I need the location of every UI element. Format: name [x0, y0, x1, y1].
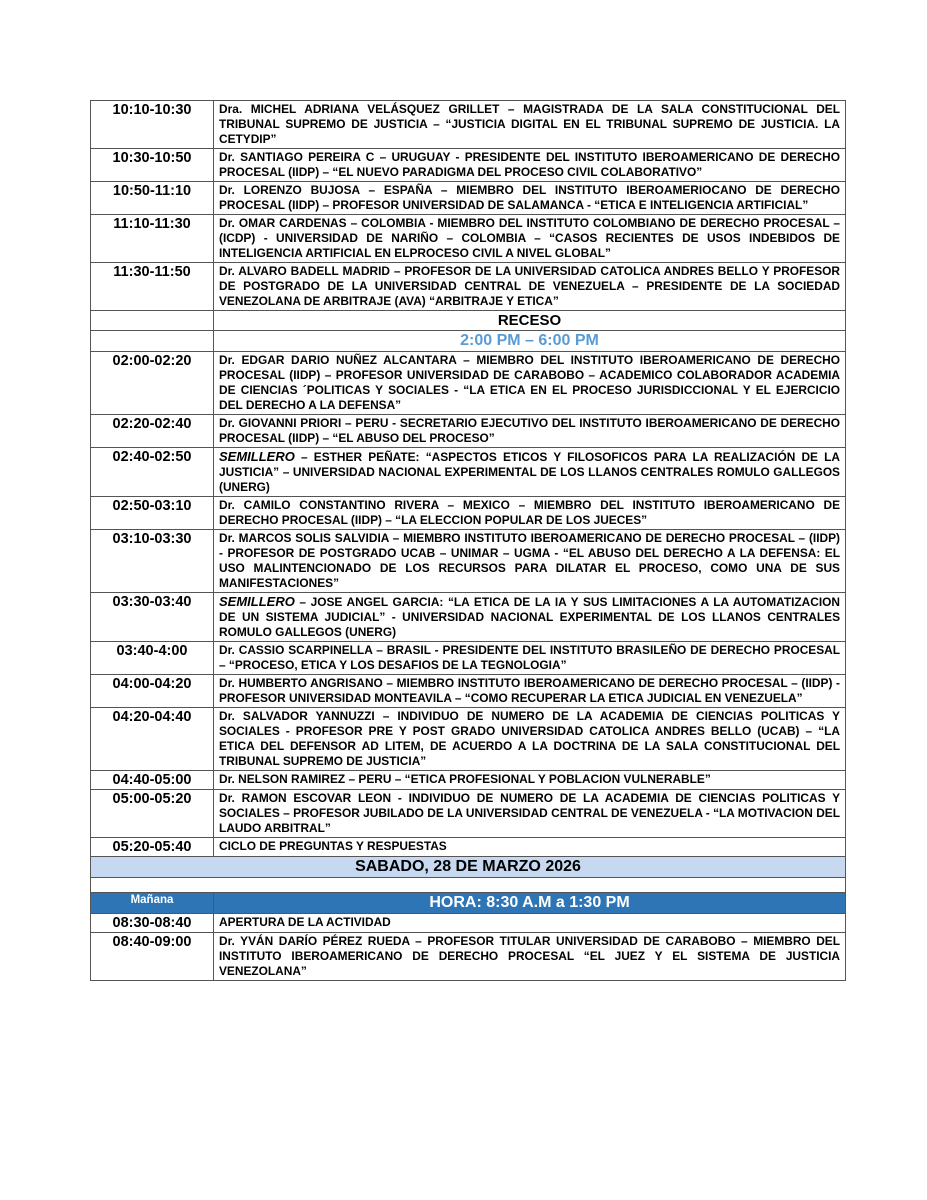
session-row — [91, 914, 846, 933]
session-time: 08:40-09:00 — [91, 933, 214, 981]
session-description: Dr. EDGAR DARIO NUÑEZ ALCANTARA – MIEMBRO DEL INSTITUTO IBEROAMERICANO DE DERECHO PROCESAL (IIDP) – PROFESOR UNIVERSIDAD DE CARABOBO – ACADEMICO COLABORADOR ACADEMIA DE CIENCIAS ´POLITICAS Y SOCIALES - “LA ETICA EN EL PROCESO JURISDICCIONAL Y EL EJERCICIO DEL DERECHO A LA DEFENSA” — [214, 352, 846, 415]
morning-hours: HORA: 8:30 A.M a 1:30 PM — [214, 893, 846, 914]
session-row — [91, 593, 846, 642]
session-row — [91, 215, 846, 263]
afternoon-header-row — [91, 331, 846, 352]
session-description: Dr. SALVADOR YANNUZZI – INDIVIDUO DE NUMERO DE LA ACADEMIA DE CIENCIAS POLITICAS Y SOCIALES - PROFESOR PRE Y POST GRADO UNIVERSIDAD CATOLICA ANDRES BELLO (UCAB) – “LA ETICA DEL DEFENSOR AD LITEM, DE ACUERDO A LA DOCTRINA DE LA SALA CONSTITUCIONAL DEL TRIBUNAL SUPREMO DE JUSTICIA” — [214, 708, 846, 771]
empty-cell — [91, 331, 214, 352]
session-time: 10:30-10:50 — [91, 149, 214, 182]
session-description: CICLO DE PREGUNTAS Y RESPUESTAS — [214, 838, 846, 857]
session-row — [91, 448, 846, 497]
session-description: Dr. NELSON RAMIREZ – PERU – “ETICA PROFESIONAL Y POBLACION VULNERABLE” — [214, 771, 846, 790]
session-row — [91, 675, 846, 708]
session-description — [214, 448, 846, 497]
session-time: 11:30-11:50 — [91, 263, 214, 311]
session-row — [91, 642, 846, 675]
session-time: 05:20-05:40 — [91, 838, 214, 857]
session-time: 02:50-03:10 — [91, 497, 214, 530]
session-time: 10:50-11:10 — [91, 182, 214, 215]
session-time: 10:10-10:30 — [91, 101, 214, 149]
morning-label: Mañana — [91, 893, 214, 914]
recess-label: RECESO — [214, 311, 846, 331]
session-row — [91, 182, 846, 215]
session-time: 05:00-05:20 — [91, 790, 214, 838]
recess-row — [91, 311, 846, 331]
session-description: Dr. GIOVANNI PRIORI – PERU - SECRETARIO EJECUTIVO DEL INSTITUTO IBEROAMERICANO DE DERECHO PROCESAL (IIDP) – “EL ABUSO DEL PROCESO” — [214, 415, 846, 448]
session-description — [214, 593, 846, 642]
day-header: SABADO, 28 DE MARZO 2026 — [91, 857, 846, 878]
session-description: Dr. OMAR CARDENAS – COLOMBIA - MIEMBRO DEL INSTITUTO COLOMBIANO DE DERECHO PROCESAL – (ICDP) - UNIVERSIDAD DE NARIÑO – COLOMBIA – “CASOS RECIENTES DE USOS INDEBIDOS DE INTELIGENCIA ARTIFICIAL EN ELPROCESO CIVIL A NIVEL GLOBAL” — [214, 215, 846, 263]
afternoon-hours: 2:00 PM – 6:00 PM — [214, 331, 846, 352]
session-row — [91, 352, 846, 415]
session-row — [91, 497, 846, 530]
session-time: 04:40-05:00 — [91, 771, 214, 790]
session-description: Dr. MARCOS SOLIS SALVIDIA – MIEMBRO INSTITUTO IBEROAMERICANO DE DERECHO PROCESAL – (IIDP) - PROFESOR DE POSTGRADO UCAB – UNIMAR – UGMA - “EL ABUSO DEL DERECHO A LA DEFENSA: EL USO MALINTENCIONADO DE LOS RECURSOS PARA DILATAR EL PROCESO, COMO UNA DE SUS MANIFESTACIONES” — [214, 530, 846, 593]
session-description: Dr. HUMBERTO ANGRISANO – MIEMBRO INSTITUTO IBEROAMERICANO DE DERECHO PROCESAL – (IIDP) - PROFESOR UNIVERSIDAD MONTEAVILA – “COMO RECUPERAR LA ETICA JUDICIAL EN VENEZUELA” — [214, 675, 846, 708]
session-description: Dra. MICHEL ADRIANA VELÁSQUEZ GRILLET – MAGISTRADA DE LA SALA CONSTITUCIONAL DEL TRIBUNAL SUPREMO DE JUSTICIA – “JUSTICIA DIGITAL EN EL TRIBUNAL SUPREMO DE JUSTICIA. LA CETYDIP” — [214, 101, 846, 149]
empty-cell — [91, 311, 214, 331]
session-time: 03:40-4:00 — [91, 642, 214, 675]
session-description: Dr. RAMON ESCOVAR LEON - INDIVIDUO DE NUMERO DE LA ACADEMIA DE CIENCIAS POLITICAS Y SOCIALES – PROFESOR JUBILADO DE LA UNIVERSIDAD CENTRAL DE VENEZUELA - “LA MOTIVACION DEL LAUDO ARBITRAL” — [214, 790, 846, 838]
session-row — [91, 708, 846, 771]
session-row — [91, 838, 846, 857]
semillero-label: SEMILLERO — [219, 594, 295, 609]
session-description: Dr. YVÁN DARÍO PÉREZ RUEDA – PROFESOR TITULAR UNIVERSIDAD DE CARABOBO – MIEMBRO DEL INSTITUTO IBEROAMERICANO DE DERECHO PROCESAL “EL JUEZ Y EL SISTEMA DE JUSTICIA VENEZOLANA” — [214, 933, 846, 981]
session-row — [91, 101, 846, 149]
session-time: 03:30-03:40 — [91, 593, 214, 642]
session-time: 02:00-02:20 — [91, 352, 214, 415]
session-description: Dr. CAMILO CONSTANTINO RIVERA – MEXICO – MIEMBRO DEL INSTITUTO IBEROAMERICANO DE DERECHO PROCESAL (IIDP) – “LA ELECCION POPULAR DE LOS JUECES” — [214, 497, 846, 530]
session-row — [91, 415, 846, 448]
session-row — [91, 771, 846, 790]
session-time: 02:40-02:50 — [91, 448, 214, 497]
session-row — [91, 790, 846, 838]
session-row — [91, 530, 846, 593]
morning-header-row — [91, 893, 846, 914]
session-row — [91, 149, 846, 182]
session-time: 04:20-04:40 — [91, 708, 214, 771]
session-description: Dr. ALVARO BADELL MADRID – PROFESOR DE LA UNIVERSIDAD CATOLICA ANDRES BELLO Y PROFESOR DE POSTGRADO DE LA UNIVERSIDAD CENTRAL DE VENEZUELA – PRESIDENTE DE LA SOCIEDAD VENEZOLANA DE ARBITRAJE (AVA) “ARBITRAJE Y ETICA” — [214, 263, 846, 311]
session-text: – JOSE ANGEL GARCIA: “LA ETICA DE LA IA Y SUS LIMITACIONES A LA AUTOMATIZACION DE UN SISTEMA JUDICIAL” - UNIVERSIDAD NACIONAL EXPERIMENTAL DE LOS LLANOS CENTRALES ROMULO GALLEGOS (UNERG) — [219, 595, 840, 639]
session-time: 11:10-11:30 — [91, 215, 214, 263]
session-description: Dr. SANTIAGO PEREIRA C – URUGUAY - PRESIDENTE DEL INSTITUTO IBEROAMERICANO DE DERECHO PROCESAL (IIDP) – “EL NUEVO PARADIGMA DEL PROCESO CIVIL COLABORATIVO” — [214, 149, 846, 182]
session-description: Dr. CASSIO SCARPINELLA – BRASIL - PRESIDENTE DEL INSTITUTO BRASILEÑO DE DERECHO PROCESAL – “PROCESO, ETICA Y LOS DESAFIOS DE LA TEGNOLOGIA” — [214, 642, 846, 675]
schedule-table — [90, 100, 846, 981]
session-time: 04:00-04:20 — [91, 675, 214, 708]
session-time: 03:10-03:30 — [91, 530, 214, 593]
session-text: – ESTHER PEÑATE: “ASPECTOS ETICOS Y FILOSOFICOS PARA LA REALIZACIÓN DE LA JUSTICIA” – UNIVERSIDAD NACIONAL EXPERIMENTAL DE LOS LLANOS CENTRALES ROMULO GALLEGOS (UNERG) — [219, 450, 840, 494]
session-row — [91, 933, 846, 981]
day-header-row — [91, 857, 846, 878]
spacer-row — [91, 878, 846, 893]
session-time: 08:30-08:40 — [91, 914, 214, 933]
semillero-label: SEMILLERO — [219, 449, 295, 464]
session-row — [91, 263, 846, 311]
session-description: Dr. LORENZO BUJOSA – ESPAÑA – MIEMBRO DEL INSTITUTO IBEROAMERIOCANO DE DERECHO PROCESAL (IIDP) – PROFESOR UNIVERSIDAD DE SALAMANCA - “ETICA E INTELIGENCIA ARTIFICIAL” — [214, 182, 846, 215]
spacer-cell — [91, 878, 846, 893]
session-time: 02:20-02:40 — [91, 415, 214, 448]
session-description: APERTURA DE LA ACTIVIDAD — [214, 914, 846, 933]
